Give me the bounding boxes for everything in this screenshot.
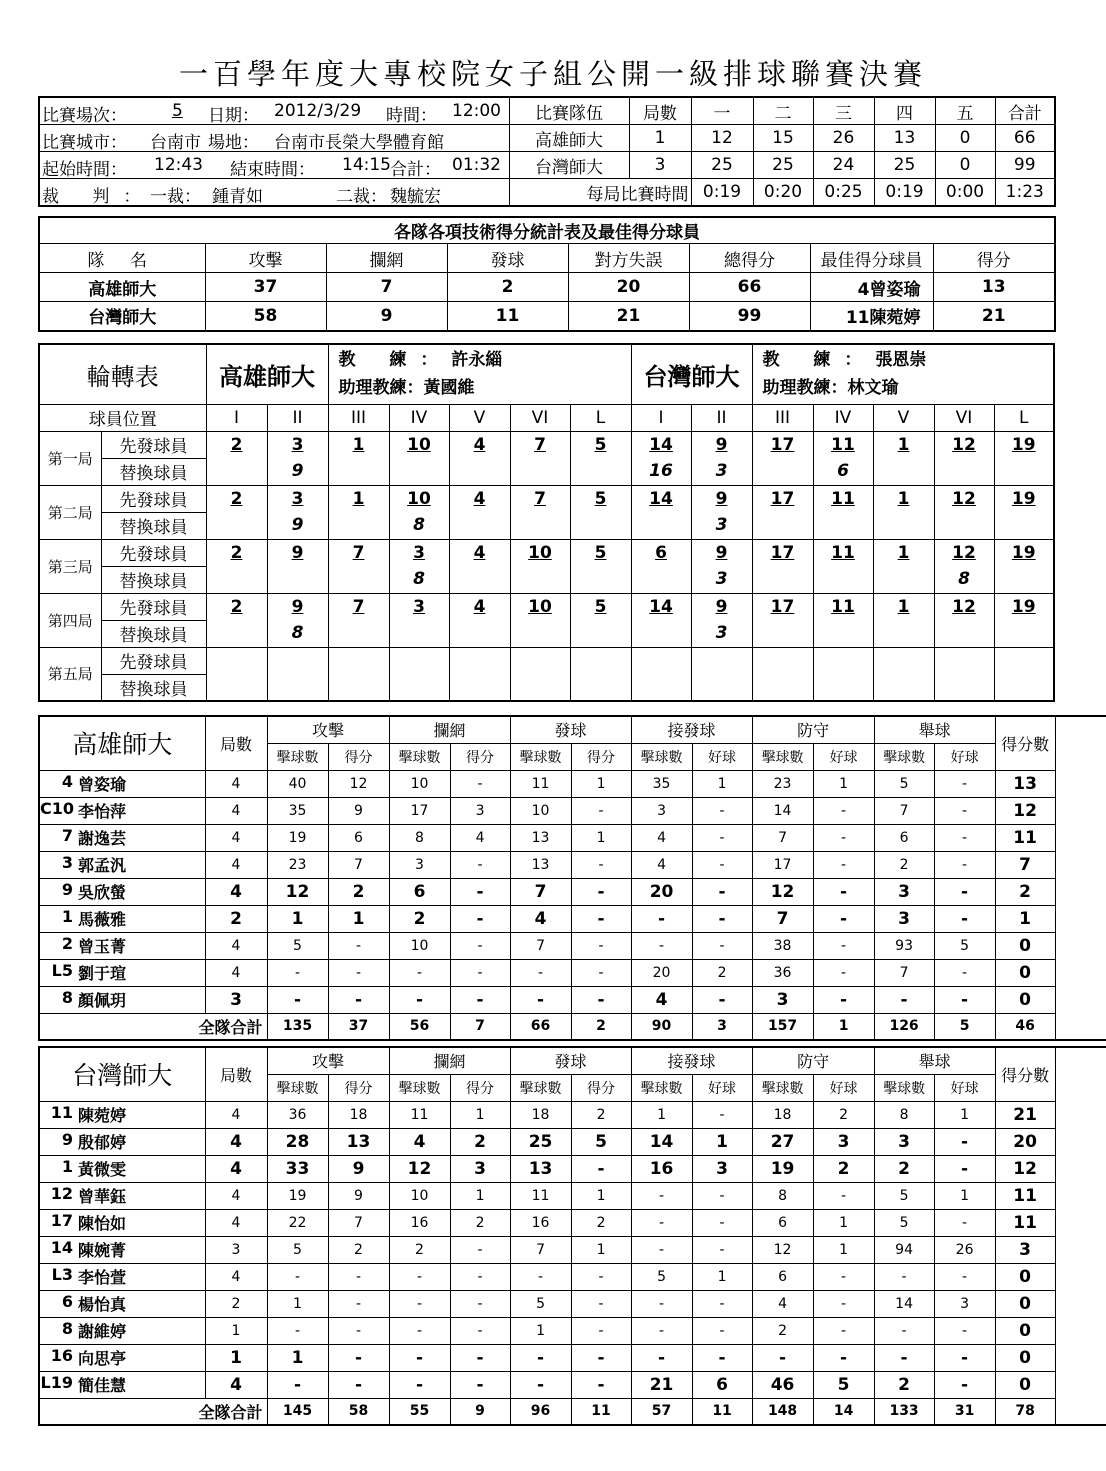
- rotation-row: 第一局 先發球員 2 3 1 10 4 7 5 14 9 17 11 1 12 19: [39, 431, 1054, 458]
- sub-cell: [570, 458, 631, 485]
- stat-sub-header: 好球: [934, 1074, 995, 1101]
- page-title: 一百學年度大專校院女子組公開一級排球聯賽決賽: [178, 57, 927, 91]
- starter-cell: 4: [449, 485, 510, 512]
- stat-sub-header: 擊球數: [752, 743, 813, 770]
- sub-cell: [813, 620, 873, 647]
- starter-cell: 7: [510, 431, 570, 458]
- starter-cell: 2: [206, 485, 267, 512]
- match-header: 比賽場次： 5 日期： 2012/3/29 時間： 12:00: [39, 97, 509, 125]
- rotation-row: 第二局 先發球員 2 3 1 10 4 7 5 14 9 17 11 1 12 19: [39, 485, 1054, 512]
- rotation-title: 輪轉表: [39, 344, 206, 404]
- starter-cell: [510, 647, 570, 674]
- player-row: 9 吳欣螢 4 12 2 6 - 7 - 20 - 12 - 3 - 2: [39, 878, 1106, 905]
- rotation-row: 替換球員 8 3: [39, 620, 1054, 647]
- sub-cell: [873, 674, 934, 701]
- sub-cell: 3: [691, 566, 752, 593]
- sub-cell: [206, 458, 267, 485]
- stat-sub-header: 得分: [450, 743, 510, 770]
- rotation-team-b: 台灣師大: [631, 344, 752, 404]
- match-location: 比賽城市： 台南市 場地： 台南市長榮大學體育館: [39, 125, 509, 152]
- starter-cell: 5: [570, 485, 631, 512]
- sub-cell: 8: [934, 566, 994, 593]
- player-row: 8 顏佩玥 3 - - - - - - 4 - 3 - - - 0: [39, 986, 1106, 1013]
- team-total-row: 全隊合計 145 58 55 9 96 11 57 11 148 14 133 31 78: [39, 1398, 1106, 1425]
- player-row: 1 黃微雯 4 33 9 12 3 13 - 16 3 19 2 2 - 12: [39, 1155, 1106, 1182]
- starter-cell: 7: [328, 593, 389, 620]
- sub-cell: [631, 512, 691, 539]
- starter-cell: [449, 647, 510, 674]
- player-row: L19 簡佳慧 4 - - - - - - 21 6 46 5 2 - 0: [39, 1371, 1106, 1398]
- stat-sub-header: 好球: [934, 743, 995, 770]
- sub-cell: 8: [267, 620, 328, 647]
- starter-cell: [389, 647, 449, 674]
- starter-cell: [994, 647, 1054, 674]
- starter-cell: 9: [691, 593, 752, 620]
- sub-cell: [510, 620, 570, 647]
- sub-cell: [389, 458, 449, 485]
- sub-cell: [873, 620, 934, 647]
- player-name-cell: L19 簡佳慧: [39, 1371, 205, 1398]
- match-referees: 裁 判： 一裁： 鍾青如 二裁： 魏毓宏: [39, 179, 509, 207]
- player-row: 11 陳菀婷 4 36 18 11 1 18 2 1 - 18 2 8 1 21: [39, 1101, 1106, 1128]
- rotation-row: 替換球員: [39, 674, 1054, 701]
- starter-cell: 19: [994, 539, 1054, 566]
- sub-cell: [206, 512, 267, 539]
- player-name-cell: 8 謝維婷: [39, 1317, 205, 1344]
- starter-cell: 10: [389, 431, 449, 458]
- starter-cell: 10: [510, 539, 570, 566]
- sub-cell: [994, 566, 1054, 593]
- stat-sub-header: 擊球數: [267, 743, 328, 770]
- player-name-cell: L5 劉于瑄: [39, 959, 205, 986]
- stat-group-header: 發球: [510, 716, 631, 743]
- stat-sub-header: 擊球數: [389, 1074, 450, 1101]
- starter-cell: [267, 647, 328, 674]
- match-number: 5: [172, 101, 183, 121]
- player-name-cell: 7 謝逸芸: [39, 824, 205, 851]
- starter-cell: 9: [267, 593, 328, 620]
- sub-cell: [873, 566, 934, 593]
- sub-cell: 6: [813, 458, 873, 485]
- starter-cell: 3: [389, 593, 449, 620]
- stat-group-header: 接發球: [631, 1047, 752, 1074]
- starter-cell: 5: [570, 431, 631, 458]
- sub-cell: [934, 512, 994, 539]
- sub-cell: [873, 512, 934, 539]
- player-row: 4 曾姿瑜 4 40 12 10 - 11 1 35 1 23 1 5 - 13: [39, 770, 1106, 797]
- player-row: C10 李怡萍 4 35 9 17 3 10 - 3 - 14 - 7 - 12: [39, 797, 1106, 824]
- player-name-cell: 11 陳菀婷: [39, 1101, 205, 1128]
- player-row: 12 曾華鈺 4 19 9 10 1 11 1 - - 8 - 5 1 11: [39, 1182, 1106, 1209]
- sub-cell: 8: [389, 566, 449, 593]
- team-b-stats-table: 台灣師大 局數 攻擊 攔網 發球 接發球 防守 舉球 得分數 擊球數 得分 擊球數 得分 擊球數 得分 擊球數 好球 擊球數 好球 擊球數 好球 11 陳菀婷 4 36 18 11 1 18 2 1 - 18 2 8 1 21 9 殷郁婷 4 28 13 4 2 25 5 14 1 27 3 3 - 20 1 黃微雯 4 33 9 12 3 13 - 16 3 19 2 2 - 12 12 曾華鈺 4 19 9 10 1 11 1 - - 8 - 5 1 11 17 陳怡如 4 22 7 16 2 16 2 - - 6 1 5 - 11 14 陳婉菁 3 5 2 2 - 7 1 - - 12 1 94 26 3 L3 李怡萱 4 - - - - - - 5 1 6 - - - 0 6 楊怡真 2 1 - - - 5 - - - 4 - 14 3 0 8 謝維婷 1 - - - - 1 - - - 2 - - - 0 16 向思亭 1 1 - - - - - - - - - - - 0 L19 簡佳慧 4 - - - - - - 21 6 46 5 2 - 0 全隊合計 145 58 55 9 96 11 57 11 148 14 133 31 78: [38, 1046, 1106, 1426]
- stat-sub-header: 好球: [813, 743, 874, 770]
- starter-cell: 14: [631, 431, 691, 458]
- stat-group-header: 舉球: [874, 716, 995, 743]
- sub-cell: [328, 458, 389, 485]
- sub-cell: [994, 512, 1054, 539]
- stat-group-header: 攔網: [389, 1047, 510, 1074]
- player-name-cell: 17 陳怡如: [39, 1209, 205, 1236]
- stat-sub-header: 擊球數: [510, 1074, 571, 1101]
- starter-cell: [873, 647, 934, 674]
- stat-group-header: 接發球: [631, 716, 752, 743]
- starter-cell: [206, 647, 267, 674]
- team-name: 高雄師大: [39, 716, 205, 770]
- sub-cell: [389, 620, 449, 647]
- stat-sub-header: 擊球數: [510, 743, 571, 770]
- sub-cell: [752, 458, 813, 485]
- player-name-cell: 14 陳婉菁: [39, 1236, 205, 1263]
- starter-cell: [691, 647, 752, 674]
- sub-cell: [267, 674, 328, 701]
- sub-cell: 9: [267, 458, 328, 485]
- player-row: 8 謝維婷 1 - - - - 1 - - - 2 - - - 0: [39, 1317, 1106, 1344]
- rotation-row: 替換球員 9 8 3: [39, 512, 1054, 539]
- starter-cell: [752, 647, 813, 674]
- set-label: 第四局: [39, 593, 101, 647]
- starter-cell: 6: [631, 539, 691, 566]
- starter-cell: 12: [934, 431, 994, 458]
- player-name-cell: 9 殷郁婷: [39, 1128, 205, 1155]
- starter-cell: 1: [873, 593, 934, 620]
- rotation-row: 第五局 先發球員: [39, 647, 1054, 674]
- sub-cell: [934, 620, 994, 647]
- sub-cell: [813, 512, 873, 539]
- starter-cell: 2: [206, 431, 267, 458]
- stat-sub-header: 擊球數: [631, 1074, 692, 1101]
- sub-cell: [449, 620, 510, 647]
- sub-cell: [570, 620, 631, 647]
- stat-sub-header: 好球: [692, 743, 752, 770]
- sub-cell: [752, 620, 813, 647]
- stat-group-header: 攻擊: [267, 716, 389, 743]
- starter-cell: 12: [934, 539, 994, 566]
- starter-cell: [813, 647, 873, 674]
- match-duration: 起始時間： 12:43 結束時間： 14:15 合計： 01:32: [39, 152, 509, 179]
- starter-cell: 2: [206, 539, 267, 566]
- stat-sub-header: 擊球數: [752, 1074, 813, 1101]
- sub-cell: [510, 512, 570, 539]
- summary-table: 各隊各項技術得分統計表及最佳得分球員 隊 名 攻擊 攔網 發球 對方失誤 總得分 最佳得分球員 得分 高雄師大 37 7 2 20 66 4曾姿瑜 13 台灣師大 58 9 11 21 99 11陳菀婷 21: [38, 216, 1056, 332]
- sub-cell: [570, 512, 631, 539]
- sub-cell: 9: [267, 512, 328, 539]
- starter-cell: 14: [631, 593, 691, 620]
- starter-cell: 19: [994, 431, 1054, 458]
- starter-cell: 9: [267, 539, 328, 566]
- sub-cell: [752, 512, 813, 539]
- starter-cell: 3: [267, 485, 328, 512]
- stat-sub-header: 得分: [450, 1074, 510, 1101]
- starter-cell: 11: [813, 539, 873, 566]
- starter-cell: 4: [449, 539, 510, 566]
- starter-cell: 19: [994, 485, 1054, 512]
- stat-sub-header: 得分: [328, 743, 389, 770]
- starter-cell: 10: [510, 593, 570, 620]
- player-name-cell: 4 曾姿瑜: [39, 770, 205, 797]
- sub-cell: [206, 566, 267, 593]
- sub-cell: [328, 566, 389, 593]
- sub-cell: [994, 620, 1054, 647]
- sub-cell: [449, 512, 510, 539]
- sub-cell: [510, 458, 570, 485]
- sub-cell: [206, 674, 267, 701]
- sub-cell: [570, 566, 631, 593]
- sub-cell: [752, 674, 813, 701]
- sub-cell: [691, 674, 752, 701]
- starter-cell: 19: [994, 593, 1054, 620]
- player-name-cell: 1 黃微雯: [39, 1155, 205, 1182]
- sub-cell: [328, 620, 389, 647]
- starter-cell: 1: [873, 431, 934, 458]
- starter-cell: 9: [691, 431, 752, 458]
- stat-group-header: 防守: [752, 1047, 874, 1074]
- sub-cell: [934, 458, 994, 485]
- rotation-row: 替換球員 9 16 3 6: [39, 458, 1054, 485]
- player-name-cell: 6 楊怡真: [39, 1290, 205, 1317]
- sub-cell: [994, 458, 1054, 485]
- stat-sub-header: 擊球數: [874, 743, 934, 770]
- sub-cell: [206, 620, 267, 647]
- player-name-cell: 1 馬薇雅: [39, 905, 205, 932]
- sub-cell: [813, 674, 873, 701]
- sub-cell: [934, 674, 994, 701]
- match-info-table: 比賽場次： 5 日期： 2012/3/29 時間： 12:00 比賽隊伍 局數 一 二 三 四 五 合計 比賽城市： 台南市 場地： 台南市長榮大學體育館 高雄師大 1 12 15 26 13 0 66 起始時間： 12:43 結束時間： 14:15 合計： 01:32 台灣師大 3 25 25 24 25 0 99 裁 判： 一裁： 鍾青如 二裁： 魏毓宏 每局比賽時間 0:19 0:20 0:25 0:19 0:00 1:23: [38, 96, 1056, 207]
- player-row: 14 陳婉菁 3 5 2 2 - 7 1 - - 12 1 94 26 3: [39, 1236, 1106, 1263]
- starter-cell: 11: [813, 593, 873, 620]
- player-name-cell: 3 郭孟汎: [39, 851, 205, 878]
- sub-cell: 3: [691, 458, 752, 485]
- stat-sub-header: 擊球數: [874, 1074, 934, 1101]
- team-name: 台灣師大: [39, 1047, 205, 1101]
- starter-cell: 9: [691, 485, 752, 512]
- starter-cell: 14: [631, 485, 691, 512]
- sub-cell: [328, 674, 389, 701]
- starter-cell: 12: [934, 593, 994, 620]
- player-row: 16 向思亭 1 1 - - - - - - - - - - - 0: [39, 1344, 1106, 1371]
- starter-cell: 1: [873, 485, 934, 512]
- sub-cell: 16: [631, 458, 691, 485]
- sub-cell: [389, 674, 449, 701]
- starter-cell: [631, 647, 691, 674]
- player-name-cell: 2 曾玉菁: [39, 932, 205, 959]
- rotation-row: 第三局 先發球員 2 9 7 3 4 10 5 6 9 17 11 1 12 19: [39, 539, 1054, 566]
- starter-cell: 1: [328, 431, 389, 458]
- rotation-row: 替換球員 8 3 8: [39, 566, 1054, 593]
- player-row: 7 謝逸芸 4 19 6 8 4 13 1 4 - 7 - 6 - 11: [39, 824, 1106, 851]
- starter-cell: 5: [570, 539, 631, 566]
- match-time: 12:00: [452, 101, 501, 121]
- starter-cell: 5: [570, 593, 631, 620]
- starter-cell: 12: [934, 485, 994, 512]
- stat-group-header: 攻擊: [267, 1047, 389, 1074]
- stat-sub-header: 得分: [571, 743, 631, 770]
- sub-cell: [570, 674, 631, 701]
- stat-group-header: 舉球: [874, 1047, 995, 1074]
- set-label: 第五局: [39, 647, 101, 701]
- player-row: L3 李怡萱 4 - - - - - - 5 1 6 - - - 0: [39, 1263, 1106, 1290]
- starter-cell: 4: [449, 593, 510, 620]
- player-name-cell: L3 李怡萱: [39, 1263, 205, 1290]
- match-date: 2012/3/29: [274, 101, 362, 121]
- rotation-team-a: 高雄師大: [206, 344, 328, 404]
- sub-cell: [631, 674, 691, 701]
- player-row: L5 劉于瑄 4 - - - - - - 20 2 36 - 7 - 0: [39, 959, 1106, 986]
- starter-cell: [570, 647, 631, 674]
- sub-cell: [328, 512, 389, 539]
- player-row: 3 郭孟汎 4 23 7 3 - 13 - 4 - 17 - 2 - 7: [39, 851, 1106, 878]
- player-name-cell: 12 曾華鈺: [39, 1182, 205, 1209]
- stat-sub-header: 好球: [692, 1074, 752, 1101]
- sub-cell: [994, 674, 1054, 701]
- sub-cell: [631, 620, 691, 647]
- starter-cell: 11: [813, 485, 873, 512]
- set-label: 第二局: [39, 485, 101, 539]
- player-row: 9 殷郁婷 4 28 13 4 2 25 5 14 1 27 3 3 - 20: [39, 1128, 1106, 1155]
- stat-group-header: 發球: [510, 1047, 631, 1074]
- summary-title: 各隊各項技術得分統計表及最佳得分球員: [39, 217, 1055, 244]
- starter-cell: 1: [873, 539, 934, 566]
- player-name-cell: C10 李怡萍: [39, 797, 205, 824]
- sub-cell: [752, 566, 813, 593]
- rotation-row: 第四局 先發球員 2 9 7 3 4 10 5 14 9 17 11 1 12 19: [39, 593, 1054, 620]
- stat-sub-header: 擊球數: [267, 1074, 328, 1101]
- starter-cell: 9: [691, 539, 752, 566]
- starter-cell: [328, 647, 389, 674]
- starter-cell: 3: [267, 431, 328, 458]
- player-row: 1 馬薇雅 2 1 1 2 - 4 - - - 7 - 3 - 1: [39, 905, 1106, 932]
- rotation-table: 輪轉表 高雄師大 教 練：許永緇 助理教練：黃國維 台灣師大 教 練：張恩崇 助理教練：林文瑜 球員位置 I II III IV V VI L I II III IV V VI L 第一局 先發球員 2 3 1 10 4 7 5 14 9 17 11 1 12 19 替換球員 9 16 3 6 第二局 先發球員 2 3 1 10 4 7 5 14 9 17 11 1 12 19 替換球員 9 8 3 第三局 先發球員 2 9 7 3 4 10 5 6 9 17 11 1 12 19 替換球員 8 3 8 第四局 先發球員 2 9 7 3 4 10 5 14 9 17 11 1 12 19 替換球員 8 3 第五局 先發球員 替換球員: [38, 343, 1055, 702]
- sub-cell: [449, 566, 510, 593]
- stat-sub-header: 得分: [571, 1074, 631, 1101]
- sub-cell: [267, 566, 328, 593]
- stat-sub-header: 好球: [813, 1074, 874, 1101]
- starter-cell: 2: [206, 593, 267, 620]
- sub-cell: [449, 674, 510, 701]
- player-name-cell: 16 向思亭: [39, 1344, 205, 1371]
- starter-cell: [934, 647, 994, 674]
- sub-cell: [813, 566, 873, 593]
- starter-cell: 4: [449, 431, 510, 458]
- starter-cell: 17: [752, 593, 813, 620]
- player-name-cell: 9 吳欣螢: [39, 878, 205, 905]
- starter-cell: 7: [510, 485, 570, 512]
- set-label: 第三局: [39, 539, 101, 593]
- sub-cell: 3: [691, 512, 752, 539]
- starter-cell: 11: [813, 431, 873, 458]
- team-total-row: 全隊合計 135 37 56 7 66 2 90 3 157 1 126 5 46: [39, 1013, 1106, 1040]
- set-label: 第一局: [39, 431, 101, 485]
- sub-cell: 8: [389, 512, 449, 539]
- sub-cell: [510, 566, 570, 593]
- starter-cell: 17: [752, 431, 813, 458]
- player-name-cell: 8 顏佩玥: [39, 986, 205, 1013]
- starter-cell: 3: [389, 539, 449, 566]
- stat-sub-header: 擊球數: [389, 743, 450, 770]
- player-row: 2 曾玉菁 4 5 - 10 - 7 - - - 38 - 93 5 0: [39, 932, 1106, 959]
- sub-cell: [873, 458, 934, 485]
- sub-cell: [631, 566, 691, 593]
- starter-cell: 1: [328, 485, 389, 512]
- sub-cell: [449, 458, 510, 485]
- player-row: 17 陳怡如 4 22 7 16 2 16 2 - - 6 1 5 - 11: [39, 1209, 1106, 1236]
- stat-sub-header: 得分: [328, 1074, 389, 1101]
- starter-cell: 17: [752, 485, 813, 512]
- stat-group-header: 攔網: [389, 716, 510, 743]
- starter-cell: 17: [752, 539, 813, 566]
- sub-cell: 3: [691, 620, 752, 647]
- player-row: 6 楊怡真 2 1 - - - 5 - - - 4 - 14 3 0: [39, 1290, 1106, 1317]
- starter-cell: 10: [389, 485, 449, 512]
- stat-group-header: 防守: [752, 716, 874, 743]
- sub-cell: [510, 674, 570, 701]
- stat-sub-header: 擊球數: [631, 743, 692, 770]
- team-a-stats-table: 高雄師大 局數 攻擊 攔網 發球 接發球 防守 舉球 得分數 擊球數 得分 擊球數 得分 擊球數 得分 擊球數 好球 擊球數 好球 擊球數 好球 4 曾姿瑜 4 40 12 10 - 11 1 35 1 23 1 5 - 13 C10 李怡萍 4 35 9 17 3 10 - 3 - 14 - 7 - 12 7 謝逸芸 4 19 6 8 4 13 1 4 - 7 - 6 - 11 3 郭孟汎 4 23 7 3 - 13 - 4 - 17 - 2 - 7 9 吳欣螢 4 12 2 6 - 7 - 20 - 12 - 3 - 2 1 馬薇雅 2 1 1 2 - 4 - - - 7 - 3 - 1 2 曾玉菁 4 5 - 10 - 7 - - - 38 - 93 5 0 L5 劉于瑄 4 - - - - - - 20 2 36 - 7 - 0 8 顏佩玥 3 - - - - - - 4 - 3 - - - 0 全隊合計 135 37 56 7 66 2 90 3 157 1 126 5 46: [38, 715, 1106, 1041]
- starter-cell: 7: [328, 539, 389, 566]
